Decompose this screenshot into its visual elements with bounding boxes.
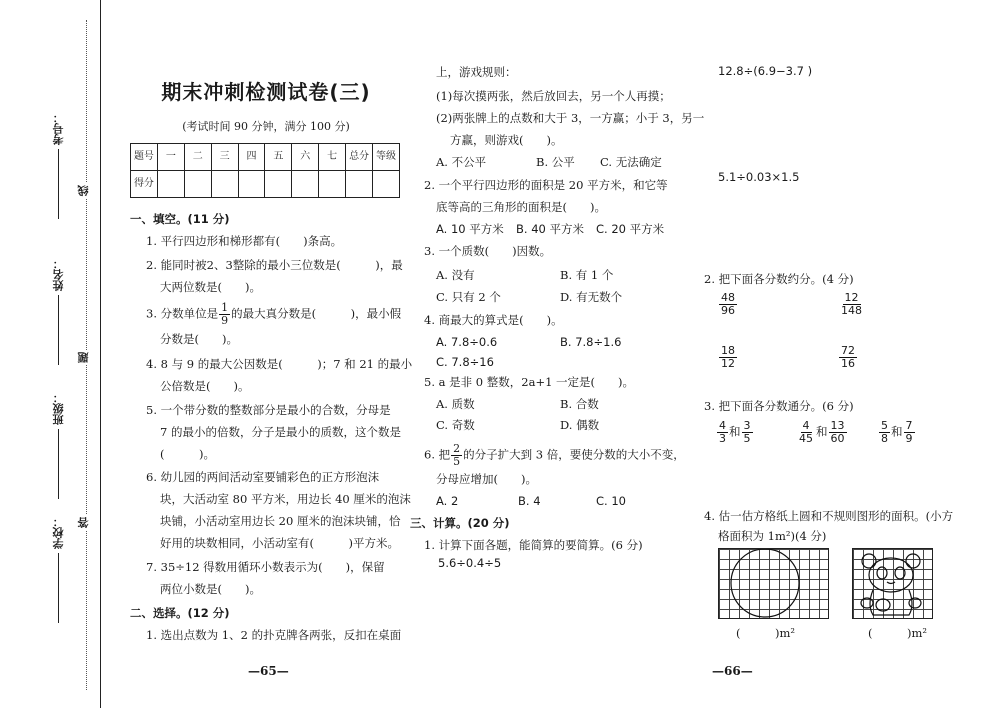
question-fill-4-line2: 公倍数是( )。: [160, 379, 250, 393]
choice-6-option-a[interactable]: A. 2: [436, 494, 459, 508]
game-rule-1: (1)每次摸两张，然后放回去，另一个人再摸；: [436, 89, 671, 103]
circle-grid-figure: [718, 548, 829, 619]
exam-number-field[interactable]: 考号：: [46, 112, 72, 219]
question-fill-2-line2: 大两位数是( )。: [160, 280, 261, 294]
binding-char-ti: 题: [77, 352, 90, 363]
question-choice-2-line1: 2. 一个平行四边形的面积是 20 平方米，和它等: [424, 178, 668, 192]
common-pair-1: $\frac{4}{3}$ 和 $\frac{3}{5}$: [719, 419, 751, 445]
question-fill-6-line2: 块，大活动室 80 平方米，用边长 40 厘米的泡沫: [160, 492, 411, 506]
calc-expression-2: 12.8÷(6.9−3.7 ): [718, 64, 813, 78]
exam-title: 期末冲刺检测试卷(三): [161, 80, 371, 104]
score-input-cell[interactable]: [346, 171, 373, 198]
score-input-cell[interactable]: [319, 171, 346, 198]
question-fill-3-line2: 分数是( )。: [160, 332, 238, 346]
choice-2-option-c[interactable]: C. 20 平方米: [596, 222, 665, 236]
section-fill-blank-heading: 一、填空。(11 分): [130, 212, 230, 226]
question-common-denominator: 3. 把下面各分数通分。(6 分): [704, 399, 854, 413]
question-choice-5: 5. a 是非 0 整数，2a+1 一定是( )。: [424, 375, 635, 389]
choice-6-option-c[interactable]: C. 10: [596, 494, 626, 508]
score-header-cell: 四: [238, 144, 265, 171]
question-fill-7-line1: 7. 35÷12 得数用循环小数表示为( )，保留: [146, 560, 385, 574]
question-fill-2-line1: 2. 能同时被2、3整除的最小三位数是( )，最: [146, 258, 403, 272]
question-calc-1: 1. 计算下面各题，能简算的要简算。(6 分): [424, 538, 643, 552]
question-reduce: 2. 把下面各分数约分。(4 分): [704, 272, 854, 286]
score-input-cell[interactable]: [184, 171, 211, 198]
question-choice-3: 3. 一个质数( )因数。: [424, 244, 552, 258]
binding-line: [100, 0, 101, 708]
choice-3-option-d[interactable]: D. 有无数个: [560, 290, 623, 304]
circle-shape: [719, 549, 828, 618]
page-number-65: —65—: [248, 664, 289, 678]
question-estimate-area-line2: 格面积为 1m²)(4 分): [718, 529, 827, 543]
question-fill-4-line1: 4. 8 与 9 的最大公因数是( )；7 和 21 的最小: [146, 357, 413, 371]
choice-2-option-b[interactable]: B. 40 平方米: [516, 222, 584, 236]
question-estimate-area-line1: 4. 估一估方格纸上圆和不规则图形的面积。(小方: [704, 509, 954, 523]
score-table-header-row: [131, 144, 400, 171]
common-pair-3: $\frac{5}{8}$ 和 $\frac{7}{9}$: [881, 419, 913, 445]
choice-5-option-b[interactable]: B. 合数: [560, 397, 599, 411]
binding-margin: [0, 0, 112, 708]
question-fill-3-line1: 3. 分数单位是 $\frac{1}{9}$ 的最大真分数是( )，最小假: [146, 301, 402, 327]
score-header-cell: 六: [292, 144, 319, 171]
score-input-cell[interactable]: [157, 171, 184, 198]
score-header-cell: 总分: [346, 144, 373, 171]
question-fill-5-line3: ( )。: [160, 447, 215, 461]
page-number-66: —66—: [712, 664, 753, 678]
score-header-cell: 三: [211, 144, 238, 171]
question-choice-6-line2: 分母应增加( )。: [436, 472, 537, 486]
fraction-one-ninth: $\frac{1}{9}$: [221, 301, 229, 327]
choice-3-option-a[interactable]: A. 没有: [436, 268, 475, 282]
question-fill-6-line4: 好用的块数相同，小活动室有( )平方米。: [160, 536, 399, 550]
question-choice-2-line2: 底等高的三角形的面积是( )。: [436, 200, 606, 214]
section-choice-heading: 二、选择。(12 分): [130, 606, 230, 620]
question-fill-7-line2: 两位小数是( )。: [160, 582, 261, 596]
score-input-cell[interactable]: [211, 171, 238, 198]
score-input-cell[interactable]: [238, 171, 265, 198]
choice-6-option-b[interactable]: B. 4: [518, 494, 541, 508]
school-field[interactable]: 学校：: [46, 516, 72, 623]
reduce-fraction-3: $\frac{18}{12}$: [721, 344, 735, 370]
binding-char-da: 答: [77, 517, 90, 528]
class-field[interactable]: 班级：: [46, 392, 72, 499]
calc-expression-1: 5.6÷0.4÷5: [438, 556, 502, 570]
game-rule-2: (2)两张牌上的点数和大于 3，一方赢；小于 3，另一: [436, 111, 705, 125]
score-input-cell[interactable]: [265, 171, 292, 198]
question-choice-1-line1: 1. 选出点数为 1、2 的扑克牌各两张，反扣在桌面: [146, 628, 402, 642]
question-fill-5-line1: 5. 一个带分数的整数部分是最小的合数，分母是: [146, 403, 391, 417]
reduce-fraction-1: $\frac{48}{96}$: [721, 291, 735, 317]
score-header-cell: 五: [265, 144, 292, 171]
score-header-cell: 二: [184, 144, 211, 171]
question-choice-4: 4. 商最大的算式是( )。: [424, 313, 563, 327]
calc-expression-3: 5.1÷0.03×1.5: [718, 170, 800, 184]
score-label-cell: 得分: [131, 171, 158, 198]
choice-1-option-c[interactable]: C. 无法确定: [600, 155, 662, 169]
choice-1-option-b[interactable]: B. 公平: [536, 155, 575, 169]
score-input-cell[interactable]: [373, 171, 400, 198]
panda-grid-figure: [852, 548, 933, 619]
reduce-fraction-2: $\frac{12}{148}$: [841, 291, 862, 317]
question-fill-6-line1: 6. 幼儿园的两间活动室要铺彩色的正方形泡沫: [146, 470, 380, 484]
score-header-cell: 一: [157, 144, 184, 171]
question-choice-1-line2: 上，游戏规则：: [436, 65, 517, 79]
choice-3-option-c[interactable]: C. 只有 2 个: [436, 290, 501, 304]
score-input-cell[interactable]: [292, 171, 319, 198]
choice-4-option-a[interactable]: A. 7.8÷0.6: [436, 335, 498, 349]
question-fill-5-line2: 7 的最小的倍数，分子是最小的质数，这个数是: [160, 425, 401, 439]
reduce-fraction-4: $\frac{72}{16}$: [841, 344, 855, 370]
score-header-cell: 等级: [373, 144, 400, 171]
section-calc-heading: 三、计算。(20 分): [410, 516, 510, 530]
game-rule-2-cont: 方赢，则游戏( )。: [450, 133, 563, 147]
exam-subtitle: (考试时间 90 分钟，满分 100 分): [182, 120, 350, 133]
choice-2-option-a[interactable]: A. 10 平方米: [436, 222, 504, 236]
common-pair-2: $\frac{4}{45}$ 和 $\frac{13}{60}$: [799, 419, 845, 445]
answer-panda-area[interactable]: ( )m²: [868, 626, 927, 640]
score-table-score-row: [131, 171, 400, 198]
fraction-two-fifths: $\frac{2}{5}$: [453, 442, 461, 468]
binding-char-xian: 线: [77, 185, 90, 196]
choice-4-option-b[interactable]: B. 7.8÷1.6: [560, 335, 622, 349]
choice-4-option-c[interactable]: C. 7.8÷16: [436, 355, 494, 369]
answer-circle-area[interactable]: ( )m²: [736, 626, 795, 640]
choice-5-option-c[interactable]: C. 奇数: [436, 418, 475, 432]
choice-5-option-d[interactable]: D. 偶数: [560, 418, 600, 432]
score-header-cell: 题号: [131, 144, 158, 171]
name-field[interactable]: 姓名：: [46, 258, 72, 365]
panda-shape: [853, 549, 932, 618]
question-fill-1: 1. 平行四边形和梯形都有( )条高。: [146, 234, 343, 248]
question-choice-6-line1: 6. 把 $\frac{2}{5}$ 的分子扩大到 3 倍，要使分数的大小不变，: [424, 442, 685, 468]
choice-1-option-a[interactable]: A. 不公平: [436, 155, 487, 169]
choice-3-option-b[interactable]: B. 有 1 个: [560, 268, 614, 282]
question-fill-6-line3: 块铺，小活动室用边长 20 厘米的泡沫块铺，恰: [160, 514, 401, 528]
score-table: [130, 143, 400, 198]
choice-5-option-a[interactable]: A. 质数: [436, 397, 475, 411]
score-header-cell: 七: [319, 144, 346, 171]
